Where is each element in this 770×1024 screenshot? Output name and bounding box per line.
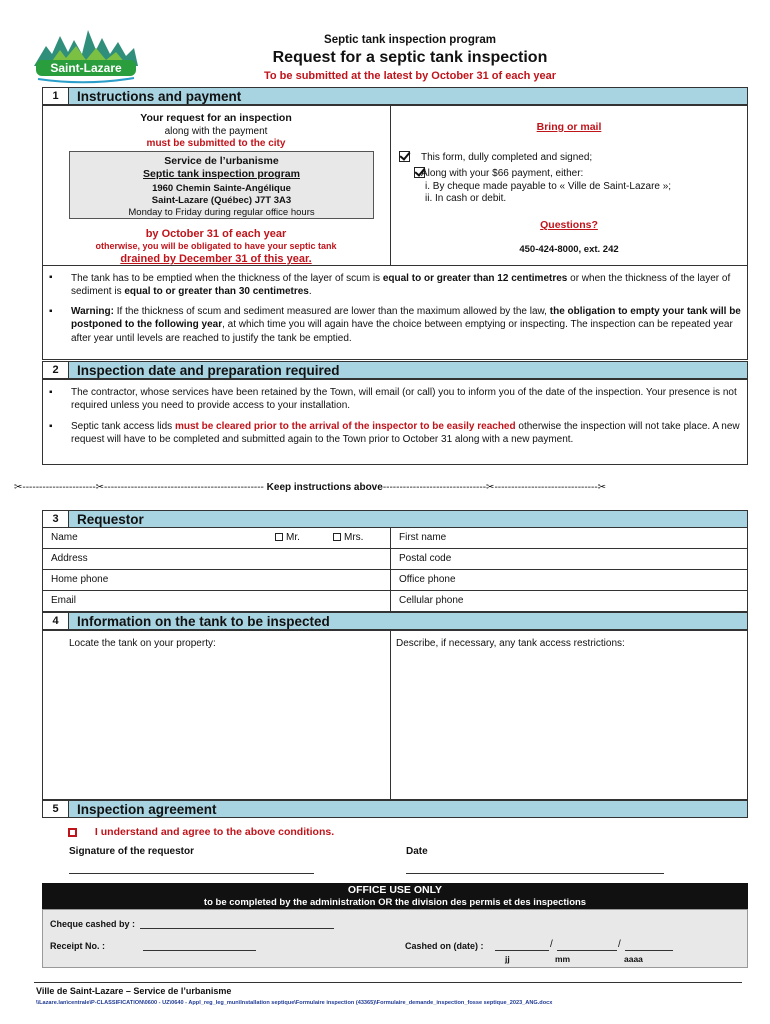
office-phone-label: Office phone [399, 574, 456, 585]
section-title: Instructions and payment [77, 89, 242, 104]
section-number: 2 [43, 362, 69, 378]
requestor-row-phone[interactable] [42, 570, 748, 591]
bullet-access-lids: Septic tank access lids must be cleared prior to the arrival of the inspector to be easily reached otherwise the inspection will not take place. A new request will have to be completed and submitted again to the Town prior to October 31 along with a new payment. [71, 421, 740, 446]
section-1-header [42, 87, 748, 105]
cellular-phone-label: Cellular phone [399, 595, 464, 606]
year-field[interactable] [625, 950, 673, 951]
checkbox-icon [333, 533, 341, 541]
receipt-no-label: Receipt No. : [50, 941, 106, 951]
item-form: This form, dully completed and signed; [421, 152, 593, 163]
section-title: Information on the tank to be inspected [77, 614, 330, 629]
address-label: Address [51, 553, 88, 564]
saint-lazare-logo [30, 24, 142, 84]
section-number: 4 [43, 613, 69, 629]
bullet-contractor: The contractor, whose services have been retained by the Town, will email (or call) you to inform you of the date of the inspection. Your presence is not required unless you need to provide access to your installation. [71, 387, 737, 412]
office-use-title: OFFICE USE ONLY [347, 884, 443, 896]
request-line-2: along with the payment [164, 126, 268, 137]
bullet-empty-threshold: The tank has to be emptied when the thickness of the layer of scum is equal to or greater than 12 centimetres or when the thickness of the layer of sediment is equal to or greater than 30 centimetres. [71, 273, 731, 298]
office-name: Service de l’urbanisme [164, 155, 279, 167]
signature-label: Signature of the requestor [69, 846, 195, 857]
cheque-cashed-field[interactable] [140, 928, 334, 929]
date-label: Date [406, 846, 428, 857]
section-title: Inspection agreement [77, 802, 217, 817]
cut-line: ✂----------------------✂------------------------------------------------ Keep instructions above-------------------------------✂-------------------------------✂ [14, 482, 607, 493]
cashed-on-label: Cashed on (date) : [405, 941, 484, 951]
locate-tank-label: Locate the tank on your property: [69, 638, 216, 649]
requestor-row-email[interactable] [42, 591, 748, 612]
document-title: Request for a septic tank inspection [272, 49, 548, 66]
otherwise-note: otherwise, you will be obligated to have your septic tank [95, 241, 337, 251]
request-line-3: must be submitted to the city [146, 138, 286, 149]
drained-note: drained by December 31 of this year. [120, 253, 312, 265]
home-phone-label: Home phone [51, 574, 109, 585]
requestor-row-address[interactable] [42, 549, 748, 570]
section-3-header [42, 510, 748, 528]
keep-instructions: Keep instructions above [266, 482, 383, 493]
program-title: Septic tank inspection program [324, 34, 496, 46]
first-name-label: First name [399, 532, 447, 543]
requestor-row-name[interactable] [42, 528, 748, 549]
section-4-body[interactable] [42, 630, 748, 800]
office-use-header [42, 883, 748, 909]
address-line-1: 1960 Chemin Sainte-Angélique [152, 183, 291, 194]
footer-file-path: \\Lazare.lan\centrale\P-CLASSIFICATION\0600 - UZ\0640 - Appl_reg_leg_mun\Installation septique\Formulaire inspection (43365)\Formulaire_demande_inspection_fosse septique_2023_ANG.docx [36, 1000, 553, 1006]
receipt-no-field[interactable] [143, 950, 256, 951]
email-label: Email [51, 595, 77, 606]
submission-deadline: To be submitted at the latest by October 31 of each year [264, 70, 556, 82]
cheque-cashed-label: Cheque cashed by : [50, 919, 136, 929]
mrs-option: Mrs. [333, 532, 363, 543]
scissors-icon: ✂ [597, 482, 607, 493]
section-title: Requestor [77, 512, 144, 527]
scissors-icon: ✂ [486, 482, 495, 493]
request-line-1: Your request for an inspection [140, 112, 292, 124]
postal-code-label: Postal code [399, 553, 452, 564]
mm-label: mm [555, 954, 571, 964]
payment-cash: ii. In cash or debit. [425, 193, 507, 204]
aaaa-label: aaaa [624, 954, 643, 964]
phone-number: 450-424-8000, ext. 242 [519, 244, 619, 255]
section-2-header [42, 361, 748, 379]
name-label: Name [51, 532, 78, 543]
footer-organization: Ville de Saint-Lazare – Service de l’urbanisme [36, 986, 232, 996]
mr-option: Mr. [275, 532, 300, 543]
checkbox-icon [399, 151, 410, 162]
address-box [69, 151, 374, 219]
section-number: 1 [43, 88, 69, 104]
by-date: by October 31 of each year [145, 228, 287, 240]
payment-cheque: i. By cheque made payable to « Ville de Saint-Lazare »; [425, 181, 672, 192]
office-use-subtitle: to be completed by the administration OR the division des permis et des inspections [203, 897, 587, 908]
bullet-warning: Warning: If the thickness of scum and sediment measured are lower than the maximum allowed by the law, the obligation to empty your tank will be postponed to the following year, at which time you will again have the choice between emptying or inspecting. The inspection can be repeated year after year until levels are reached to justify the tank be emptied. [71, 306, 741, 344]
day-field[interactable] [495, 950, 549, 951]
bring-or-mail: Bring or mail [536, 121, 602, 133]
scissors-icon: ✂ [95, 482, 105, 493]
scissors-icon: ✂ [14, 482, 23, 493]
checkbox-icon [275, 533, 283, 541]
office-program: Septic tank inspection program [143, 168, 300, 180]
section-5-header [42, 800, 748, 818]
address-line-2: Saint-Lazare (Québec) J7T 3A3 [151, 195, 292, 206]
section-title: Inspection date and preparation required [77, 363, 340, 378]
jj-label: jj [505, 954, 510, 964]
checkbox-icon [68, 828, 77, 837]
logo-text: Saint-Lazare [50, 61, 122, 75]
month-field[interactable] [557, 950, 617, 951]
section-4-header [42, 612, 748, 630]
agreement-checkbox[interactable]: I understand and agree to the above conditions. [68, 826, 334, 838]
item-payment: Along with your $66 payment, either: [421, 168, 584, 179]
signature-field[interactable] [69, 873, 314, 874]
date-field[interactable] [406, 873, 664, 874]
questions-label: Questions? [540, 219, 598, 231]
describe-restrictions-label: Describe, if necessary, any tank access restrictions: [396, 638, 625, 649]
office-hours: Monday to Friday during regular office hours [128, 207, 315, 218]
section-number: 5 [43, 801, 69, 817]
section-number: 3 [43, 511, 69, 527]
